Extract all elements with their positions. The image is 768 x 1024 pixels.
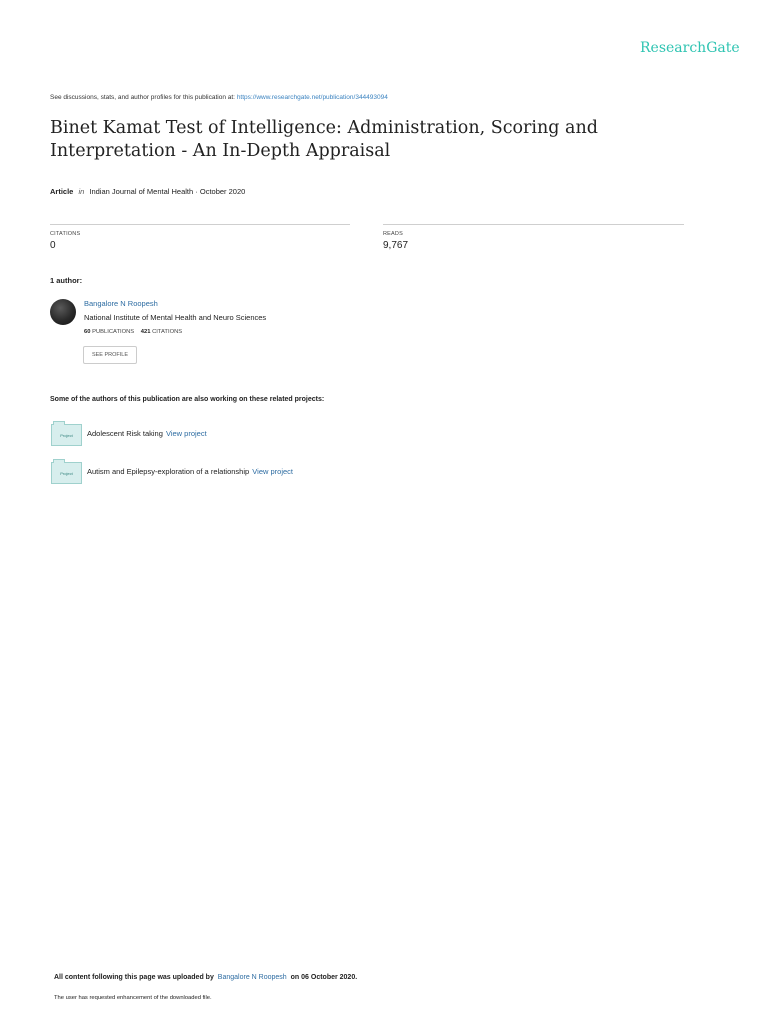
publication-date: · October 2020 (195, 187, 246, 196)
in-label: in (78, 187, 85, 196)
researchgate-logo[interactable]: ResearchGate (640, 40, 740, 56)
citations-value: 0 (50, 240, 56, 251)
project-folder-icon (51, 462, 82, 484)
view-project-link[interactable]: View project (252, 467, 293, 476)
discussion-notice (50, 94, 388, 101)
upload-suffix: on 06 October 2020. (290, 974, 358, 981)
publication-meta (50, 187, 245, 196)
author-name-link[interactable]: Bangalore N Roopesh (84, 299, 158, 308)
project-icon-label: Project (60, 433, 73, 438)
view-project-link[interactable]: View project (165, 429, 207, 438)
publication-type: Article (50, 187, 74, 196)
author-publications-label: PUBLICATIONS (92, 329, 135, 335)
citations-label: CITATIONS (50, 231, 81, 237)
upload-prefix: All content following this page was uploaded by (54, 974, 214, 981)
author-citations-count: 421 (140, 329, 151, 335)
notice-text: See discussions, stats, and author profiles for this publication at: (50, 94, 235, 101)
author-citations-label: CITATIONS (152, 329, 183, 335)
reads-value: 9,767 (383, 240, 409, 251)
citations-stat (50, 224, 350, 251)
journal-name: Indian Journal of Mental Health (89, 187, 194, 196)
project-title: Adolescent Risk taking (87, 429, 163, 438)
upload-notice (54, 974, 357, 981)
author-stats (84, 329, 182, 335)
see-profile-button[interactable]: SEE PROFILE (83, 346, 137, 364)
project-icon-label: Project (60, 471, 73, 476)
publication-title: Binet Kamat Test of Intelligence: Administration, Scoring and Interpretation - An In-Depth Appraisal (50, 118, 598, 161)
author-avatar[interactable] (50, 299, 76, 325)
authors-heading: 1 author: (50, 276, 83, 285)
reads-label: READS (383, 231, 403, 237)
author-publications-count: 60 (84, 329, 91, 335)
project-folder-icon (51, 424, 82, 446)
author-institution: National Institute of Mental Health and Neuro Sciences (84, 313, 267, 322)
uploader-link[interactable]: Bangalore N Roopesh (217, 974, 287, 981)
project-text (87, 429, 207, 438)
related-projects-heading: Some of the authors of this publication are also working on these related projects: (50, 396, 325, 403)
reads-stat (383, 224, 684, 251)
project-text (87, 467, 293, 476)
project-title: Autism and Epilepsy-exploration of a relationship (87, 467, 250, 476)
enhancement-note: The user has requested enhancement of the downloaded file. (54, 995, 212, 1001)
publication-url-link[interactable]: https://www.researchgate.net/publication/344493094 (236, 94, 388, 101)
